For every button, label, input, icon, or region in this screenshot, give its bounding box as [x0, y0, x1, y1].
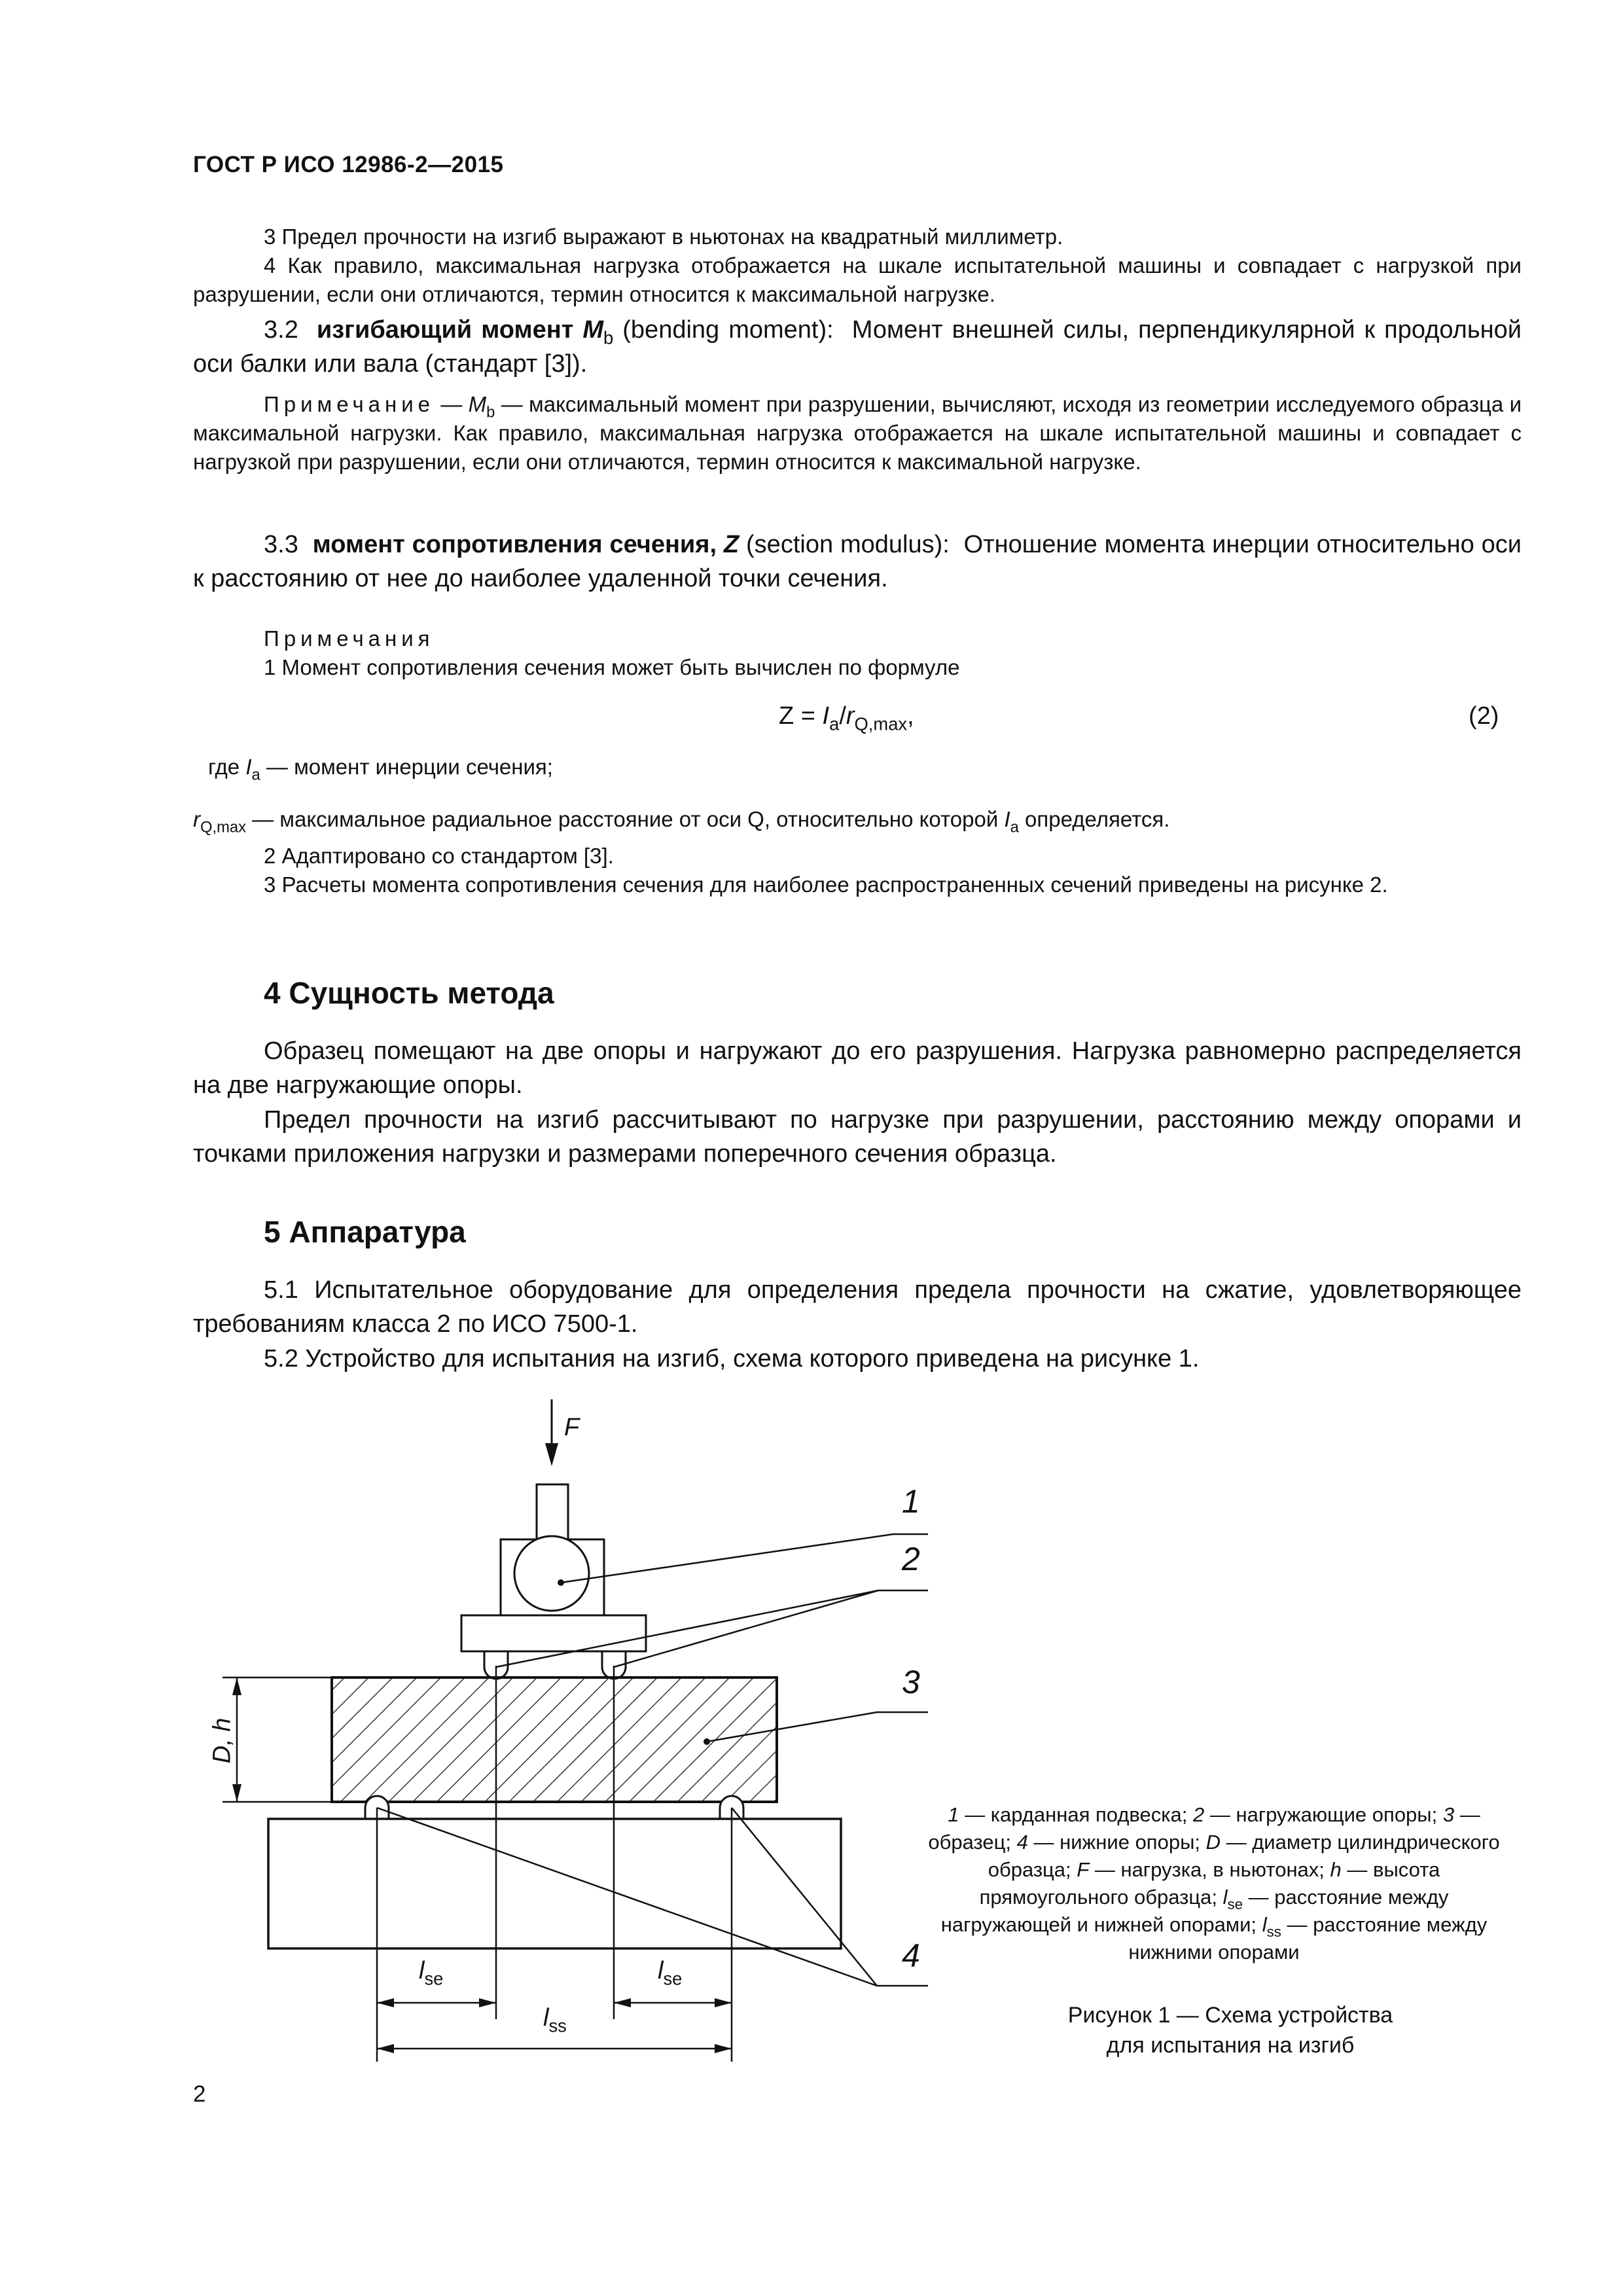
- legend-text: — образец;: [928, 1803, 1480, 1854]
- lse-left-label: [419, 1957, 444, 1989]
- note-3b: 3 Расчеты момента сопротивления сечения для наиболее распространенных сечений приведены на рисунке 2.: [264, 872, 1388, 897]
- term-symbol: Z: [723, 531, 740, 558]
- notes-label: Примечания: [264, 626, 435, 651]
- term-english: (section modulus):: [746, 531, 950, 558]
- legend-text: — диаметр цилиндрического образца;: [988, 1831, 1500, 1881]
- term-number: 3.2: [264, 316, 298, 344]
- r-text: — максимальное радиальное расстояние от оси Q, относительно которой: [252, 807, 999, 831]
- se-sub: se: [424, 1968, 444, 1989]
- figure-legend: [913, 1801, 1515, 1966]
- legend-key: 2: [1193, 1803, 1205, 1826]
- formula-I-sub: a: [829, 713, 840, 734]
- note-3: 3 Предел прочности на изгиб выражают в ньютонах на квадратный миллиметр.: [264, 224, 1063, 249]
- legend-key: F: [1077, 1858, 1090, 1881]
- r-I-sub: a: [1010, 818, 1019, 836]
- callout-2: 2: [902, 1541, 920, 1577]
- section-4-p2: Предел прочности на изгиб рассчитывают по нагрузке при разрушении, расстоянию между опорами и точками приложения нагрузки и размерами поперечного сечения образца.: [193, 1106, 1522, 1168]
- where-prefix: где: [208, 755, 240, 779]
- callout-3: 3: [902, 1664, 920, 1700]
- dimension-lse-left: [377, 1998, 496, 2007]
- note-4: 4 Как правило, максимальная нагрузка отображается на шкале испытательной машины и совпадает с нагрузкой при разрушении, если они отличаются, термин относится к максимальной нагрузке.: [193, 253, 1522, 306]
- r-symbol: r: [193, 807, 200, 831]
- section-4-p1: Образец помещают на две опоры и нагружают до его разрушения. Нагрузка равномерно распределяется на две нагружающие опоры.: [193, 1037, 1522, 1099]
- term-number: 3.3: [264, 531, 298, 558]
- term-definition: Отношение момента инерции относительно оси к расстоянию от нее до наиболее удаленной точки сечения.: [193, 531, 1522, 592]
- dimension-Dh-label: D, h: [208, 1717, 236, 1764]
- section-5-p1: 5.1 Испытательное оборудование для определения предела прочности на сжатие, удовлетворяющее требованиям класса 2 по ИСО 7500-1.: [193, 1276, 1522, 1338]
- where-I-sub: a: [251, 766, 260, 784]
- loading-plate: [461, 1615, 646, 1651]
- lss-label: [543, 2004, 567, 2036]
- term-symbol: M: [582, 316, 604, 344]
- l-symbol: l: [543, 2004, 549, 2032]
- formula-number: (2): [1469, 702, 1499, 730]
- gimbal: [501, 1484, 604, 1616]
- legend-text: — нагрузка, в ньютонах;: [1089, 1858, 1325, 1881]
- note-label: Примечание: [264, 392, 435, 416]
- force-label: F: [564, 1414, 580, 1441]
- page-number: 2: [193, 2081, 206, 2107]
- legend-key: 1: [948, 1803, 959, 1826]
- legend-text: — нагружающие опоры;: [1204, 1803, 1438, 1826]
- term-definition: Момент внешней силы, перпендикулярной к продольной оси балки или вала (стандарт [3]).: [193, 316, 1522, 378]
- figure-caption: [1021, 2000, 1440, 2060]
- note-text: — максимальный момент при разрушении, вычисляют, исходя из геометрии исследуемого образца и максимальной нагрузки. Как правило, максимальная нагрузка отображается на шкале испытательной машины и совпадает с нагрузкой при разрушении, если они отличаются, термин относится к максимальной нагрузке.: [193, 392, 1522, 474]
- r-text-end: определяется.: [1025, 807, 1170, 831]
- legend-text: — расстояние между нижними опорами: [1128, 1913, 1488, 1964]
- legend-key: h: [1330, 1858, 1342, 1881]
- term-english: (bending moment):: [622, 316, 834, 344]
- note-3-2: Примечание — $M_b$ — максимальный момент при разрушении, вычисляют, исходя из геометрии исследуемого образца и максимальной нагрузки. Как правило, максимальная нагрузка отображается на шкале испытательной машины и совпадает с нагрузкой при разрушении, если они отличаются, термин относится к максимальной нагрузке.: [193, 392, 1522, 474]
- term-title: момент сопротивления сечения,: [312, 531, 717, 558]
- legend-text: — расстояние между нагружающей и нижней опорами;: [940, 1886, 1449, 1936]
- formula-r-sub: Q,max: [854, 713, 908, 734]
- section-5-title: 5 Аппаратура: [264, 1215, 466, 1249]
- legend-key: 4: [1016, 1831, 1028, 1854]
- formula: $Z = I_a/r_{Q,max}$,: [779, 702, 914, 734]
- term-symbol-sub: b: [603, 327, 614, 348]
- legend-key: D: [1205, 1831, 1221, 1854]
- r-I: I: [1004, 807, 1010, 831]
- l-symbol: l: [419, 1957, 425, 1984]
- formula-I: I: [822, 702, 830, 730]
- note-1: 1 Момент сопротивления сечения может быть вычислен по формуле: [264, 655, 960, 679]
- force-arrow: [545, 1399, 558, 1466]
- legend-key: l: [1222, 1886, 1228, 1909]
- note-symbol-sub: b: [486, 403, 495, 422]
- where-text: — момент инерции сечения;: [266, 755, 553, 779]
- section-5-p2: 5.2 Устройство для испытания на изгиб, схема которого приведена на рисунке 1.: [264, 1345, 1200, 1372]
- lse-right-label: [658, 1957, 683, 1989]
- dimension-Dh: [223, 1677, 332, 1802]
- legend-text: — нижние опоры;: [1027, 1831, 1206, 1854]
- formula-r: r: [846, 702, 855, 730]
- dimension-lse-right: [614, 1998, 732, 2007]
- term-title: изгибающий момент: [316, 316, 574, 344]
- legend-sub: ss: [1266, 1923, 1281, 1940]
- caption-line-2: для испытания на изгиб: [1106, 2033, 1355, 2058]
- legend-text: — карданная подвеска;: [959, 1803, 1193, 1826]
- dimension-lss: [377, 2044, 732, 2053]
- r-symbol-sub: Q,max: [200, 818, 246, 836]
- specimen: [332, 1677, 777, 1802]
- legend-key: 3: [1442, 1803, 1455, 1826]
- where-I: I: [245, 755, 252, 779]
- callout-4: 4: [902, 1937, 920, 1974]
- formula-lhs: Z =: [779, 702, 815, 730]
- document-header: ГОСТ Р ИСО 12986-2—2015: [193, 152, 504, 177]
- section-4-title: 4 Сущность метода: [264, 976, 554, 1010]
- callout-1: 1: [902, 1483, 920, 1520]
- legend-key: l: [1262, 1913, 1267, 1936]
- base: [268, 1819, 841, 1948]
- legend-sub: se: [1227, 1895, 1243, 1912]
- caption-line-1: Рисунок 1 — Схема устройства: [1067, 2003, 1393, 2028]
- se-sub: se: [663, 1968, 683, 1989]
- l-symbol: l: [658, 1957, 664, 1984]
- ss-sub: ss: [548, 2015, 567, 2036]
- legend-text: — высота прямоугольного образца;: [979, 1858, 1440, 1909]
- note-symbol: M: [468, 392, 487, 416]
- note-2: 2 Адаптировано со стандартом [3].: [264, 844, 614, 868]
